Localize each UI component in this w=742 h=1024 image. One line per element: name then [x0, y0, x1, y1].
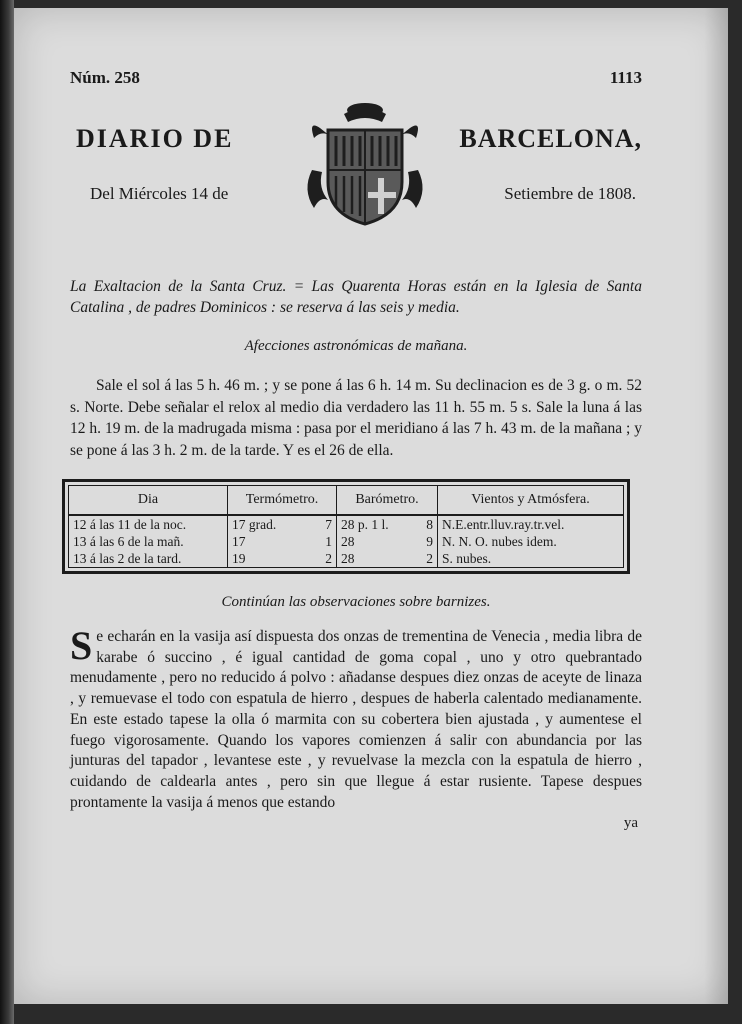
- page-content: [70, 68, 642, 832]
- title-left: DIARIO DE: [76, 124, 234, 153]
- cell-baro: [337, 515, 438, 533]
- cell-dia: 13 á las 6 de la mañ.: [69, 533, 228, 550]
- baro-frac: 9: [426, 534, 433, 549]
- term-frac: 2: [325, 551, 332, 566]
- baro-value: 28: [341, 534, 355, 549]
- term-value: 17 grad.: [232, 517, 277, 532]
- header-vientos: Vientos y Atmósfera.: [438, 486, 624, 515]
- cell-baro: [337, 533, 438, 550]
- weather-table-inner: [68, 485, 624, 568]
- cell-term: [228, 515, 337, 533]
- weather-table-grid: [69, 486, 623, 567]
- term-frac: 7: [325, 517, 332, 532]
- baro-frac: 8: [426, 517, 433, 532]
- cell-vientos: S. nubes.: [442, 551, 492, 566]
- article-heading: Continúan las observaciones sobre barnizes.: [221, 594, 491, 610]
- cell-term: [228, 533, 337, 550]
- cell-baro: [337, 550, 438, 567]
- cell-dia: 13 á las 2 de la tard.: [69, 550, 228, 567]
- cell-vientos: N. N. O. nubes idem.: [442, 534, 557, 549]
- weather-table: [62, 479, 630, 574]
- date-right: Setiembre de 1808.: [504, 184, 636, 203]
- term-value: 17: [232, 534, 246, 549]
- header-barometro: Barómetro.: [337, 486, 438, 515]
- header-dia: Dia: [69, 486, 228, 515]
- newspaper-page: [14, 8, 728, 1004]
- astro-paragraph: Sale el sol á las 5 h. 46 m. ; y se pone á las 6 h. 14 m. Su declinacion es de 3 g. o m. 52 s. Norte. Debe señalar el relox al medio dia verdadero las 11 h. 55 m. 5 s. Sale la luna á las 12 h. 19 m. de la madrugada misma : pasa por el meridiano á las 7 h. 43 m. de la mañana ; y se pone á las 3 h. 2 m. de la tarde. Y es el 26 de ella.: [70, 377, 642, 459]
- cell-dia: 12 á las 11 de la noc.: [69, 515, 228, 533]
- cell-vientos: N.E.entr.lluv.ray.tr.vel.: [442, 517, 565, 532]
- catchword: ya: [623, 815, 638, 832]
- issue-number: Núm. 258: [70, 68, 140, 87]
- baro-value: 28: [341, 551, 355, 566]
- intro-paragraph: La Exaltacion de la Santa Cruz. = Las Quarenta Horas están en la Iglesia de Santa Catalina , de padres Dominicos : se reserva á las seis y media.: [70, 278, 642, 316]
- cell-term: [228, 550, 337, 567]
- article-paragraph: [70, 623, 642, 813]
- page-shadow: [704, 8, 728, 1004]
- term-frac: 1: [325, 534, 332, 549]
- table-row: [69, 550, 623, 567]
- title-right: BARCELONA,: [459, 124, 642, 153]
- scanner-edge: [0, 0, 14, 1024]
- table-row: [69, 533, 623, 550]
- page-number: 1113: [609, 68, 642, 87]
- header-termometro: Termómetro.: [228, 486, 337, 515]
- top-line: [70, 68, 642, 90]
- table-row: [69, 515, 623, 533]
- table-header-row: [69, 486, 623, 515]
- coat-of-arms-icon: [300, 100, 430, 230]
- masthead: [70, 90, 642, 230]
- date-left: Del Miércoles 14 de: [90, 184, 229, 203]
- baro-frac: 2: [426, 551, 433, 566]
- term-value: 19: [232, 551, 246, 566]
- baro-value: 28 p. 1 l.: [341, 517, 389, 532]
- article-text: e echarán en la vasija así dispuesta dos onzas de trementina de Venecia , media libra de karabe ó succino , é igual cantidad de goma copal , uno y otro quebrantado menudamente , pero no reducido á polvo : añadanse despues diez onzas de aceyte de linaza , y remuevase el todo con espatula de hierro , despues de haberla calentado medianamente. En este estado tapese la olla ó marmita con su cobertera bien ajustada , y aumentese el fuego vigorosamente. Quando los vapores comienzen á salir con abundancia por las junturas del tapador , levantese este , y revuelvase la mezcla con la espatula de hierro , cuidando de caldearla antes , pero sin que llegue á estar rusiente. Tapese despues prontamente la vasija á menos que estando: [70, 628, 642, 811]
- drop-cap: S: [70, 623, 93, 668]
- astro-heading: Afecciones astronómicas de mañana.: [244, 338, 468, 354]
